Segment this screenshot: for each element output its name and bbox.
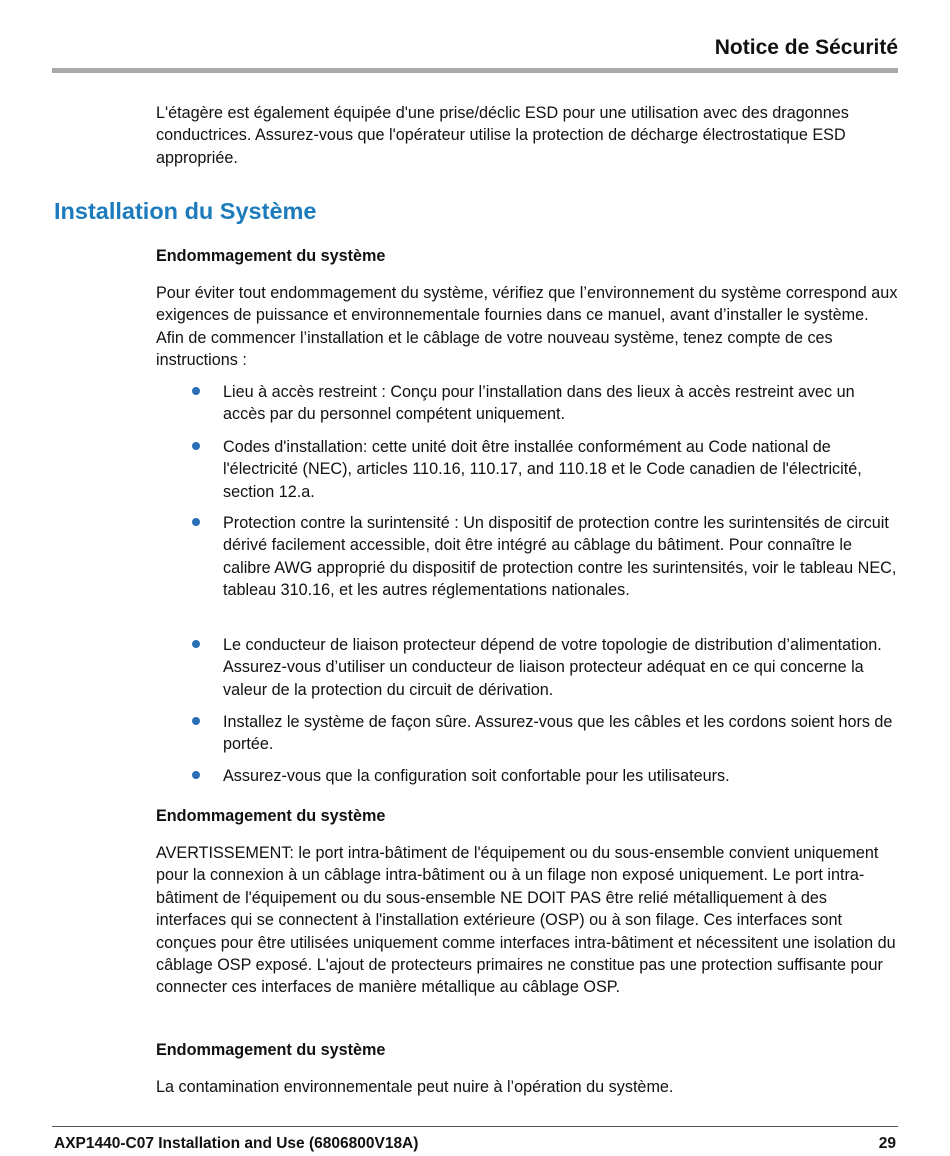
bullet-item: [190, 634, 898, 701]
bullet-item: [190, 711, 898, 756]
bullet-text: Lieu à accès restreint : Conçu pour l’installation dans des lieux à accès restreint avec un accès par du personnel compétent uniquement.: [223, 383, 855, 424]
block2-paragraph: AVERTISSEMENT: le port intra-bâtiment de l'équipement ou du sous-ensemble convient uniquement pour la connexion à un câblage intra-bâtiment ou à un filage non exposé uniquement. Le port intra-bâtiment de l'équipement ou du sous-ensemble NE DOIT PAS être relié métalliquement à des interfaces qui se connectent à l'installation extérieure (OSP) ou à son filage. Ces interfaces sont conçues pour être utilisées uniquement comme interfaces intra-bâtiment et nécessitent une isolation du câblage OSP exposé. L'ajout de protecteurs primaires ne constitue pas une protection suffisante pour connecter ces interfaces de manière métallique au câblage OSP.: [156, 844, 896, 997]
bullet-text: Protection contre la surintensité : Un dispositif de protection contre les surintensités de circuit dérivé facilement accessible, doit être intégré au câblage du bâtiment. Pour connaître le calibre AWG approprié du dispositif de protection contre les surintensités, voir le tableau NEC, tableau 310.16, et les autres réglementations nationales.: [223, 514, 897, 600]
bullet-text: Installez le système de façon sûre. Assurez-vous que les câbles et les cordons soient hors de portée.: [223, 713, 893, 754]
bullet-dot-icon: [192, 640, 200, 648]
block3-paragraph: La contamination environnementale peut nuire à l’opération du système.: [156, 1078, 674, 1096]
section-title: Installation du Système: [54, 198, 317, 224]
block1-heading: Endommagement du système: [156, 247, 386, 265]
block1-intro: Pour éviter tout endommagement du système, vérifiez que l’environnement du système correspond aux exigences de puissance et environnementale fournies dans ce manuel, avant d’installer le système. Afin de commencer l’installation et le câblage de votre nouveau système, tenez compte de ces instructions :: [156, 284, 898, 370]
intro-paragraph: L'étagère est également équipée d'une prise/déclic ESD pour une utilisation avec des dragonnes conductrices. Assurez-vous que l'opérateur utilise la protection de décharge électrostatique ESD appropriée.: [156, 104, 849, 167]
bullet-item: [190, 436, 898, 503]
header-title: Notice de Sécurité: [714, 36, 898, 59]
page-number: 29: [878, 1135, 896, 1152]
footer-document-title: AXP1440-C07 Installation and Use (6806800V18A): [54, 1135, 419, 1152]
bullet-dot-icon: [192, 717, 200, 725]
bullet-dot-icon: [192, 518, 200, 526]
bullet-dot-icon: [192, 771, 200, 779]
bullet-item: [190, 381, 898, 426]
bullet-item: [190, 512, 898, 602]
header-rule: [52, 68, 898, 73]
bullet-text: Le conducteur de liaison protecteur dépend de votre topologie de distribution d’alimentation. Assurez-vous d’utiliser un conducteur de liaison protecteur adéquat en ce qui concerne la valeur de la protection du circuit de dérivation.: [223, 636, 882, 699]
block3-heading: Endommagement du système: [156, 1041, 386, 1059]
bullet-text: Codes d'installation: cette unité doit être installée conformément au Code national de l'électricité (NEC), articles 110.16, 110.17, and 110.18 et le Code canadien de l'électricité, section 12.a.: [223, 438, 862, 501]
bullet-text: Assurez-vous que la configuration soit confortable pour les utilisateurs.: [223, 767, 730, 785]
bullet-dot-icon: [192, 387, 200, 395]
bullet-item: [190, 765, 898, 787]
bullet-dot-icon: [192, 442, 200, 450]
block2-heading: Endommagement du système: [156, 807, 386, 825]
footer-rule: [52, 1126, 898, 1127]
